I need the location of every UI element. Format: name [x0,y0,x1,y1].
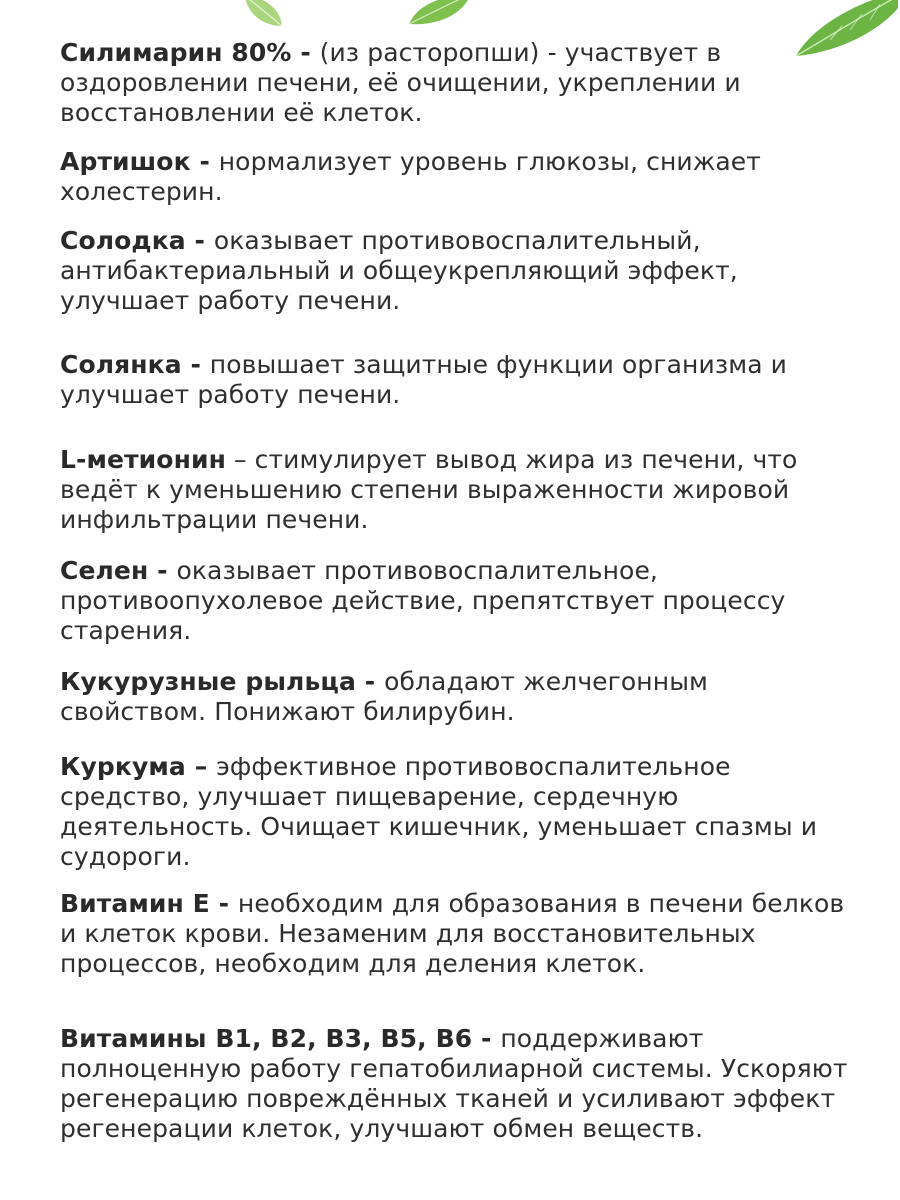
ingredient-description: обладают желчегонным свойством. Понижают билирубин. [60,667,708,726]
leaf-left-icon [240,0,290,34]
ingredient-turmeric [60,752,850,872]
ingredient-description: оказывает противовоспалительное, противоопухолевое действие, препятствует процессу старения. [60,556,786,645]
ingredient-name: Куркума – [60,752,217,781]
leaf-middle-icon [405,0,475,30]
ingredient-description: (из расторопши) - участвует в оздоровлении печени, её очищении, укреплении и восстановлении её клеток. [60,38,741,127]
ingredient-vitamin-e [60,889,850,979]
ingredient-description: необходим для образования в печени белков и клеток крови. Незаменим для восстановительных процессов, необходим для деления клеток. [60,889,845,978]
ingredient-name: Кукурузные рыльца - [60,667,385,696]
ingredient-description: – стимулирует вывод жира из печени, что ведёт к уменьшению степени выраженности жировой инфильтрации печени. [60,445,798,534]
ingredient-name: Солодка - [60,226,214,255]
ingredient-name: Силимарин 80% - [60,38,320,67]
ingredient-description: нормализует уровень глюкозы, снижает холестерин. [60,147,761,206]
ingredient-corn-silk [60,667,850,727]
ingredient-methionine [60,445,850,535]
ingredient-description: оказывает противовоспалительный, антибактериальный и общеукрепляющий эффект, улучшает работу печени. [60,226,738,315]
ingredient-name: Солянка - [60,350,210,379]
ingredient-selenium [60,556,850,646]
ingredient-description: повышает защитные функции организма и улучшает работу печени. [60,350,788,409]
ingredient-licorice [60,226,850,316]
ingredient-description: эффективное противовоспалительное средство, улучшает пищеварение, сердечную деятельность. Очищает кишечник, уменьшает спазмы и судороги. [60,752,818,871]
ingredient-saltwort [60,350,850,410]
ingredient-silymarin [60,38,850,128]
ingredient-description: поддерживают полноценную работу гепатобилиарной системы. Ускоряют регенерацию повреждённых тканей и усиливают эффект регенерации клеток, улучшают обмен веществ. [60,1024,848,1143]
ingredient-vitamins-b [60,1024,850,1144]
ingredient-name: Артишок - [60,147,219,176]
ingredient-name: L-метионин [60,445,226,474]
ingredient-artichoke [60,147,850,207]
ingredient-name: Селен - [60,556,177,585]
ingredient-name: Витамины В1, В2, В3, В5, В6 - [60,1024,501,1053]
ingredient-name: Витамин Е - [60,889,238,918]
